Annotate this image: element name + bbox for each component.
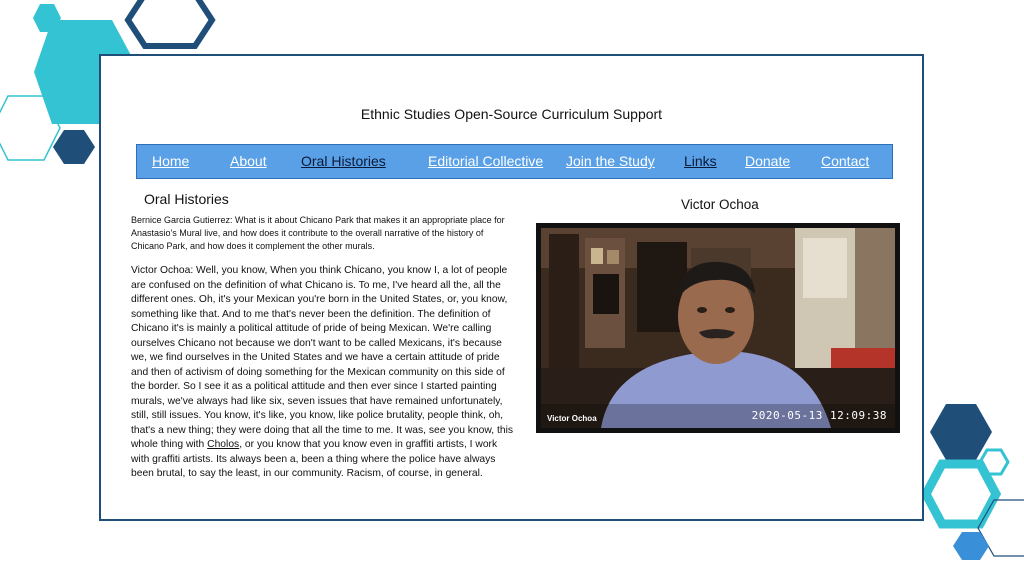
video-frame-image [541, 228, 895, 428]
nav-about-link[interactable]: About [230, 153, 267, 169]
site-title: Ethnic Studies Open-Source Curriculum Support [360, 106, 663, 122]
cholos-link[interactable]: Cholos [207, 439, 240, 450]
nav-home-link[interactable]: Home [152, 153, 190, 169]
hexagon-decoration [930, 404, 992, 460]
nav-join-the-study-link[interactable]: Join the Study [566, 153, 655, 169]
interview-question: Bernice Garcia Gutierrez: What is it about Chicano Park that makes it an appropriate place for Anastasio's Mural live, and how does it contribute to the overall narrative of the history of Chicano Park, and how does it complement the other murals. [131, 215, 505, 251]
nav-contact-link[interactable]: Contact [821, 153, 870, 169]
nav-oral-histories-link[interactable]: Oral Histories [301, 153, 386, 169]
answer-text-part: Victor Ochoa: Well, you know, When you think Chicano, you know I, a lot of people are confused on the definition of what Chicano is. To me, I've heard all the, all the different ones. Oh, it's your Mexican you're born in the United States, or, you know, something like that. And to me that's never been the definition. The definition of Chicano it's is mainly a political attitude of pride of being Mexican. We're calling ourselves Chicano not because we don't want to be called Mexicans, it's because we, we find ourselves in the United States and we have a certain attitude of pride and then of activism of doing something for the Mexican community on this side of the border. So I see it as a political attitude and then ever since I started painting murals, we've always had like six, seven issues that have remained unfortunately, still, still issues. You know, it's like, you know, like police brutality, people think, oh, that's a new thing; they were doing that all the time to me. It was, see you know, this whole thing with [131, 265, 514, 450]
hexagon-decoration [953, 532, 989, 560]
section-title: Oral Histories [144, 191, 229, 207]
hexagon-decoration [128, 0, 212, 46]
video-title: Victor Ochoa [681, 197, 759, 212]
nav-bar [136, 144, 893, 179]
video-name-label: Victor Ochoa [547, 414, 597, 423]
nav-donate-link[interactable]: Donate [745, 153, 791, 169]
page-frame [99, 54, 924, 521]
interview-answer [131, 264, 516, 482]
video-player[interactable] [536, 223, 900, 433]
nav-editorial-collective-link[interactable]: Editorial Collective [428, 153, 544, 169]
answer-text-part: , or you know that you know even in graffiti artists, I work with graffiti artists. Its always been a, been a thing where the police have always been brutal, to say the least, in our community. Racism, of course, in general. [131, 439, 498, 479]
hexagon-decoration [53, 130, 95, 164]
video-timestamp: 2020-05-13 12:09:38 [751, 409, 887, 422]
nav-links-link[interactable]: Links [684, 153, 717, 169]
